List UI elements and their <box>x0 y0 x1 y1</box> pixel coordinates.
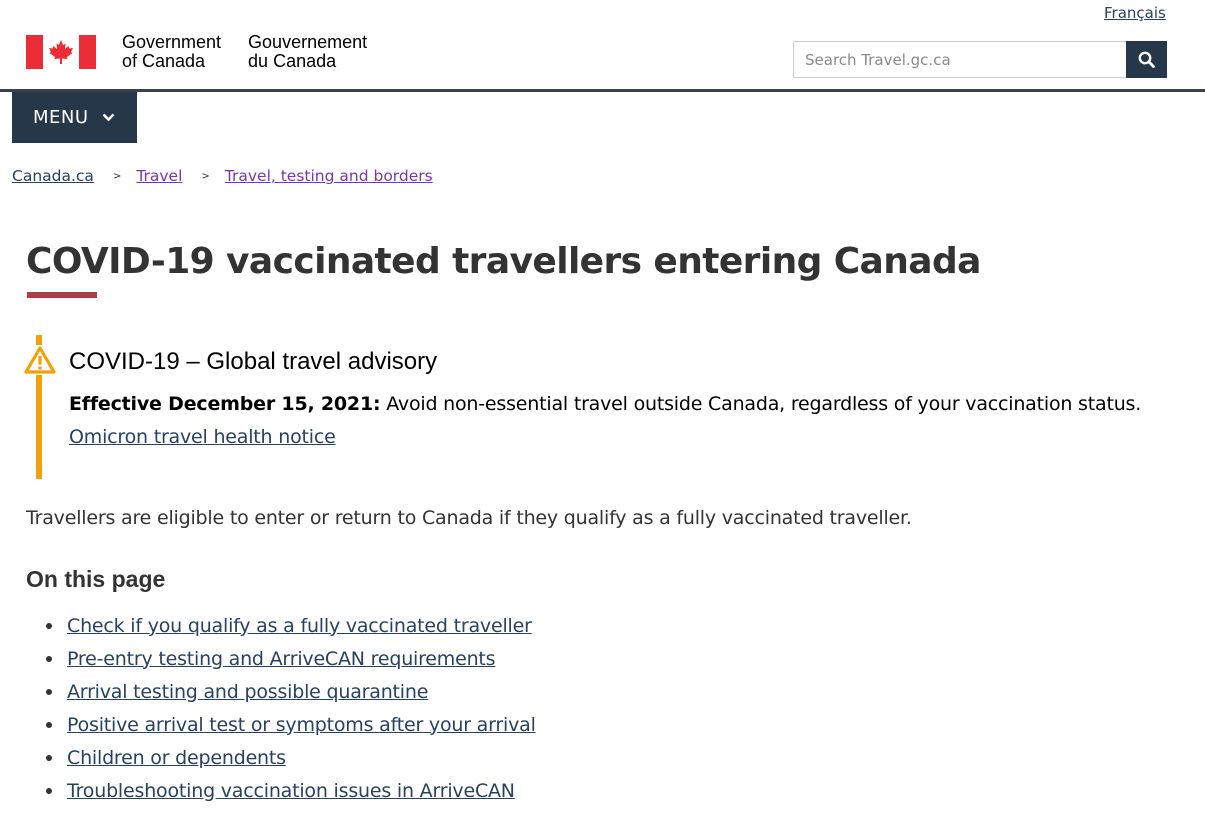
page-title: COVID-19 vaccinated travellers entering Canada <box>26 241 981 282</box>
signature-french <box>248 33 367 71</box>
breadcrumb-travel-testing-borders[interactable]: Travel, testing and borders <box>224 167 433 185</box>
breadcrumb <box>12 167 433 185</box>
bullet-icon <box>46 656 52 662</box>
list-item <box>26 675 536 708</box>
bullet-icon <box>46 689 52 695</box>
signature-en-line2: of Canada <box>122 51 206 71</box>
toc-link-positive-test[interactable]: Positive arrival test or symptoms after your arrival <box>67 713 536 736</box>
toc-link-pre-entry-testing[interactable]: Pre-entry testing and ArriveCAN requirements <box>67 647 496 670</box>
breadcrumb-canada-ca[interactable]: Canada.ca <box>12 167 94 185</box>
signature-fr-line2: du Canada <box>248 51 337 71</box>
breadcrumb-travel[interactable]: Travel <box>136 167 183 185</box>
bullet-icon <box>46 788 52 794</box>
signature-fr-line1: Gouvernement <box>248 32 368 52</box>
signature-english <box>122 33 221 71</box>
site-search <box>793 41 1167 78</box>
menu-button[interactable] <box>12 92 137 143</box>
omicron-notice-link[interactable]: Omicron travel health notice <box>69 426 336 448</box>
header-divider <box>0 89 1205 92</box>
canada-flag-icon <box>26 35 96 69</box>
toc-link-children[interactable]: Children or dependents <box>67 746 286 769</box>
bullet-icon <box>46 722 52 728</box>
list-item <box>26 708 536 741</box>
government-of-canada-signature[interactable] <box>26 33 394 71</box>
title-underline <box>27 292 97 298</box>
search-button[interactable] <box>1126 41 1167 78</box>
toc-link-qualify[interactable]: Check if you qualify as a fully vaccinated traveller <box>67 614 532 637</box>
search-input[interactable] <box>793 41 1126 78</box>
menu-label: MENU <box>33 107 89 128</box>
alert-body <box>69 393 1141 415</box>
list-item <box>26 642 536 675</box>
language-toggle-link[interactable]: Français <box>1104 4 1166 22</box>
on-this-page-heading: On this page <box>26 566 166 592</box>
list-item <box>26 609 536 642</box>
alert-title: COVID-19 – Global travel advisory <box>69 348 438 375</box>
chevron-down-icon <box>102 113 115 122</box>
toc-link-troubleshooting[interactable]: Troubleshooting vaccination issues in ArriveCAN <box>67 779 515 802</box>
intro-paragraph: Travellers are eligible to enter or return to Canada if they qualify as a fully vaccinated traveller. <box>26 507 912 529</box>
alert-effective-date: Effective December 15, 2021: <box>69 393 381 415</box>
list-item <box>26 774 536 807</box>
bullet-icon <box>46 623 52 629</box>
on-this-page-list <box>26 609 536 807</box>
signature-en-line1: Government <box>122 32 222 52</box>
breadcrumb-separator-icon: > <box>112 170 122 182</box>
search-icon <box>1138 51 1155 68</box>
breadcrumb-separator-icon: > <box>201 170 210 182</box>
list-item <box>26 741 536 774</box>
toc-link-arrival-testing[interactable]: Arrival testing and possible quarantine <box>67 680 429 703</box>
bullet-icon <box>46 755 52 761</box>
warning-icon <box>24 345 56 375</box>
alert-message: Avoid non-essential travel outside Canada, regardless of your vaccination status. <box>380 393 1142 415</box>
